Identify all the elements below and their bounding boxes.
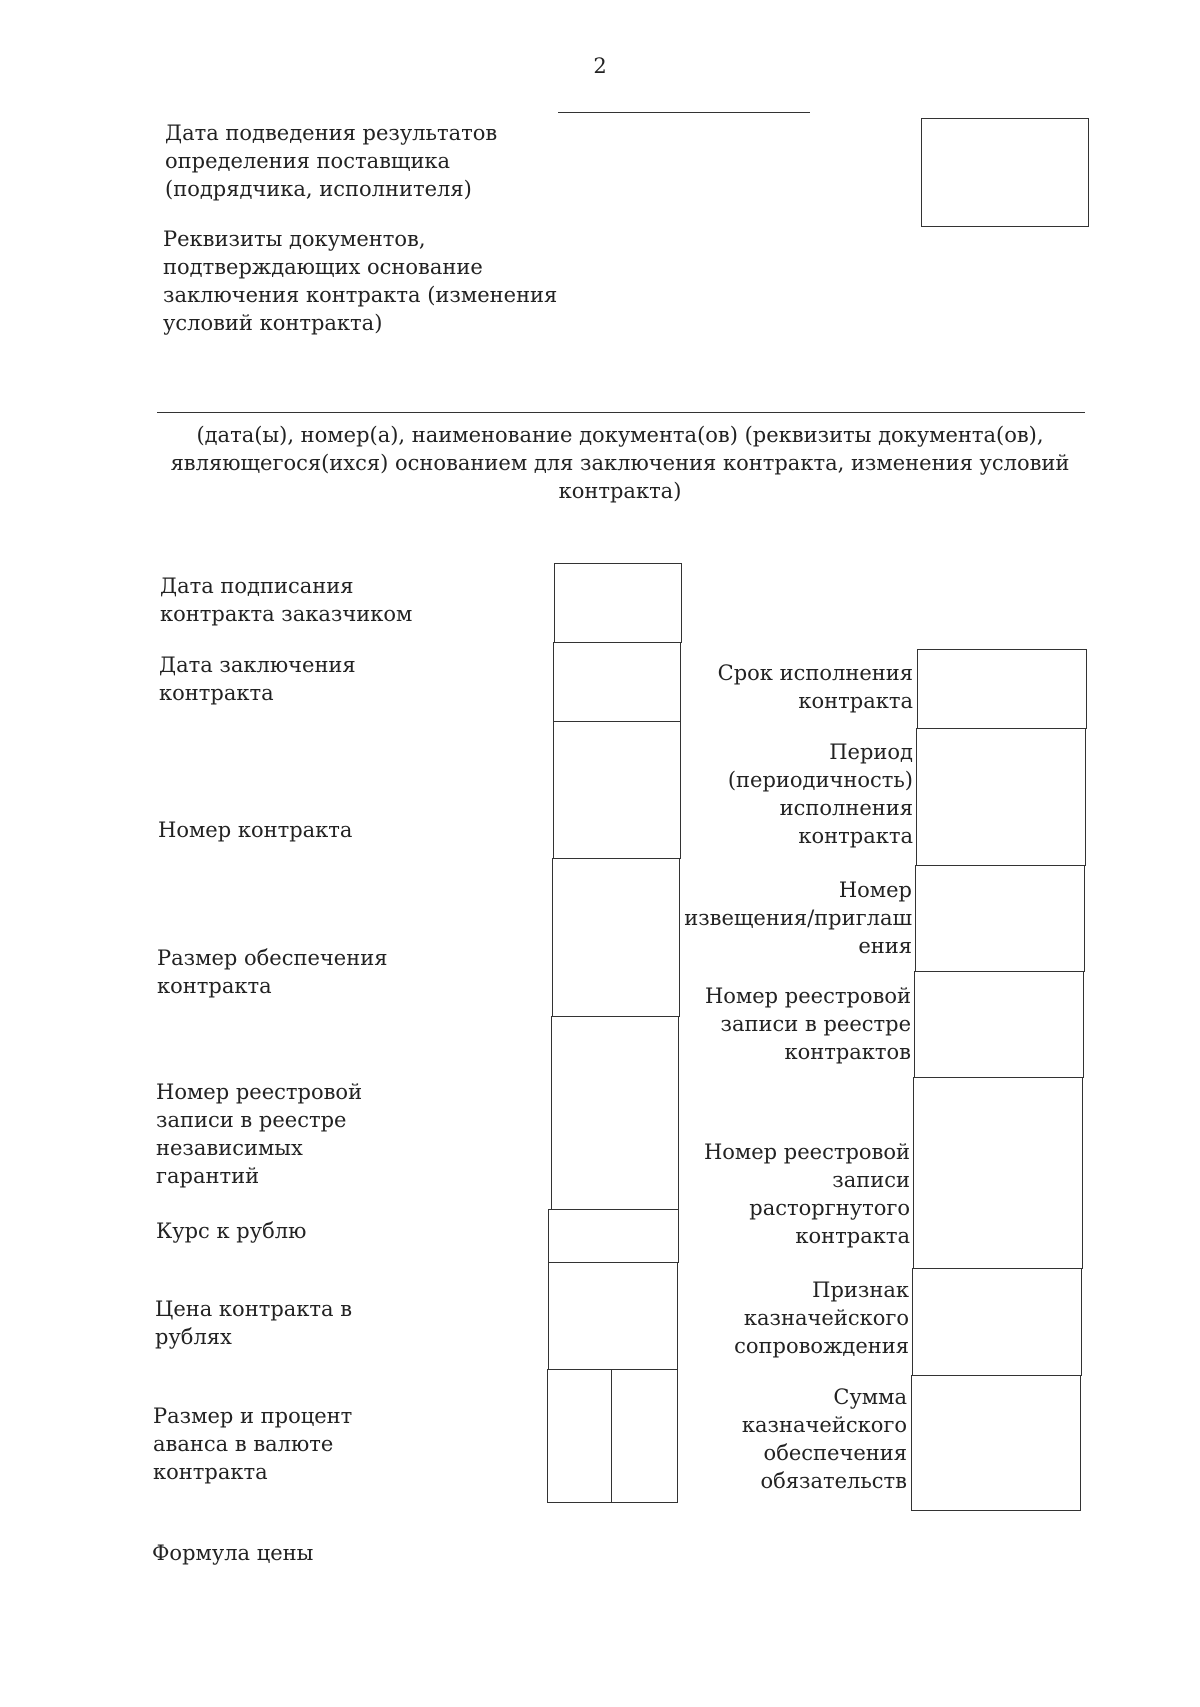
notice-number-label: Номер извещения/приглаш ения: [684, 878, 912, 958]
treasury-amount-label: Сумма казначейского обеспечения обязательств: [741, 1385, 907, 1493]
treasury-amount-box[interactable]: [911, 1375, 1081, 1511]
price-rub-label: Цена контракта в рублях: [155, 1297, 353, 1349]
result-date-box[interactable]: [921, 118, 1089, 227]
terminated-registry-label: Номер реестровой записи расторгнутого контракта: [703, 1140, 910, 1248]
requisites-caption: (дата(ы), номер(а), наименование документа(ов) (реквизиты документа(ов), являющегося(ихся) основанием для заключения контракта, изменения условий контракта): [170, 423, 1070, 503]
conclusion-date-label: Дата заключения контракта: [159, 653, 356, 705]
treasury-flag-box[interactable]: [912, 1268, 1082, 1376]
result-date-label: Дата подведения результатов определения поставщика (подрядчика, исполнителя): [165, 121, 498, 201]
page-number: 2: [593, 54, 607, 78]
requisites-line: [157, 412, 1085, 413]
requisites-label: Реквизиты документов, подтверждающих основание заключения контракта (изменения условий контракта): [163, 227, 558, 335]
execution-term-label: Срок исполнения контракта: [717, 661, 913, 713]
signing-date-box[interactable]: [554, 563, 682, 643]
guarantee-registry-label: Номер реестровой записи в реестре независимых гарантий: [156, 1080, 363, 1188]
execution-term-box[interactable]: [917, 649, 1087, 729]
signing-date-label: Дата подписания контракта заказчиком: [160, 574, 413, 626]
ruble-rate-label: Курс к рублю: [156, 1219, 307, 1243]
notice-number-box[interactable]: [915, 865, 1085, 972]
treasury-flag-label: Признак казначейского сопровождения: [734, 1278, 909, 1358]
contract-registry-label: Номер реестровой записи в реестре контрактов: [704, 984, 911, 1064]
execution-period-box[interactable]: [916, 728, 1086, 866]
contract-number-label: Номер контракта: [158, 818, 353, 842]
result-date-line: [558, 112, 810, 113]
execution-period-label: Период (периодичность) исполнения контракта: [727, 740, 913, 848]
terminated-registry-box[interactable]: [913, 1077, 1083, 1269]
advance-label: Размер и процент аванса в валюте контракта: [153, 1404, 353, 1484]
security-amount-label: Размер обеспечения контракта: [157, 946, 388, 998]
price-formula-label: Формула цены: [152, 1541, 314, 1565]
contract-registry-box[interactable]: [914, 971, 1084, 1078]
